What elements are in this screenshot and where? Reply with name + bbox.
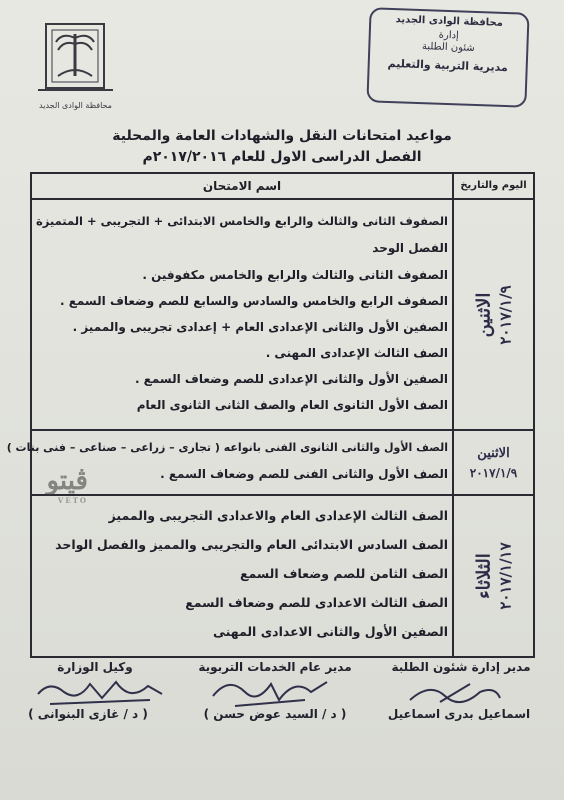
exam-list [40, 496, 448, 656]
column-header-day: اليوم والتاريخ [460, 180, 527, 191]
day-name: الاثنين [477, 445, 510, 461]
governorate-logo [28, 20, 123, 110]
day-date: ٢٠١٧/١/١٧ [496, 542, 514, 610]
list-item: الصفين الأول والثانى الإعدادى العام + إعدادى تجريبى والمميز . [72, 320, 448, 334]
signature-scrawl-icon [205, 670, 335, 712]
signature-scrawl-icon [400, 672, 510, 712]
watermark-text: ڤيتو [46, 466, 88, 496]
list-item: الصفوف الثانى والثالث والرابع والخامس الابتدائى + التجريبى + المتميزة [35, 214, 448, 228]
day-label [473, 542, 514, 609]
list-item: الصف الثالث الاعدادى للصم وضعاف السمع [185, 595, 448, 610]
list-item: الصف السادس الابتدائى العام والتجريبى والمميز والفصل الواحد [55, 537, 448, 552]
list-item: الفصل الوحد [372, 241, 448, 255]
list-item: الصف الثالث الإعدادى المهنى . [265, 346, 448, 360]
schedule-section [32, 200, 533, 431]
signature-name: ( د / السيد عوض حسن ) [203, 707, 347, 721]
exam-list [6, 431, 448, 494]
day-cell [454, 200, 533, 429]
list-item: الصف الأول والثانى الفنى للصم وضعاف السمع . [160, 467, 448, 481]
list-item: الصف الثالث الإعدادى العام والاعدادى التجريبى والمميز [108, 508, 448, 523]
stamp-line: محافظة الوادى الجديد [395, 14, 504, 29]
day-date: ٢٠١٧/١/٩ [469, 465, 518, 480]
signature-title: وكيل الوزارة [57, 660, 133, 674]
list-item: الصف الأول الثانوى العام والصف الثانى الثانوى العام [136, 398, 448, 412]
day-cell [454, 496, 533, 656]
list-item: الصفوف الثانى والثالث والرابع والخامس مكفوفين . [142, 268, 448, 282]
day-label [473, 285, 514, 344]
office-stamp [366, 7, 529, 108]
logo-caption: محافظة الوادى الجديد [39, 101, 112, 110]
exam-schedule-table [6, 172, 535, 658]
list-item: الصفين الأول والثانى الإعدادى للصم وضعاف السمع . [134, 372, 448, 386]
exam-list [35, 200, 448, 429]
column-header-exam: اسم الامتحان [202, 179, 282, 193]
day-name: الاثنين [473, 292, 494, 337]
signature-name: ( د / غازى البنوانى ) [28, 707, 148, 721]
table-header [32, 174, 533, 200]
stamp-line: إدارة [438, 29, 459, 42]
page-title: مواعيد امتحانات النقل والشهادات العامة والمحلية [112, 128, 452, 144]
day-name: الثلاثاء [473, 553, 494, 599]
signature-scrawl-icon [30, 672, 170, 712]
list-item: الصف الأول والثانى الثانوى الفنى بانواعه ( تجارى – زراعى – صناعى – فنى بنات ) [6, 441, 448, 454]
list-item: الصف الثامن للصم وضعاف السمع [239, 566, 448, 581]
schedule-section [32, 496, 533, 656]
day-date: ٢٠١٧/١/٩ [496, 284, 514, 345]
page-subtitle: الفصل الدراسى الاول للعام ٢٠١٧/٢٠١٦م [142, 149, 422, 165]
signature-title: مدير إدارة شئون الطلبة [391, 660, 531, 674]
day-label [454, 446, 533, 480]
stamp-line: شئون الطلبة [421, 41, 475, 54]
signature-title: مدير عام الخدمات التربوية [198, 660, 352, 674]
list-item: الصفوف الرابع والخامس والسادس والسابع للصم وضعاف السمع . [59, 294, 448, 308]
watermark-subtext: VETO [57, 496, 88, 505]
signature-name: اسماعيل بدرى اسماعيل [387, 707, 531, 721]
stamp-line: مديرية التربية والتعليم [387, 56, 508, 75]
list-item: الصفين الأول والثانى الاعدادى المهنى [212, 624, 448, 639]
schedule-section [6, 431, 533, 496]
emblem-icon [28, 20, 123, 98]
site-watermark [8, 466, 88, 505]
day-cell [454, 431, 533, 494]
